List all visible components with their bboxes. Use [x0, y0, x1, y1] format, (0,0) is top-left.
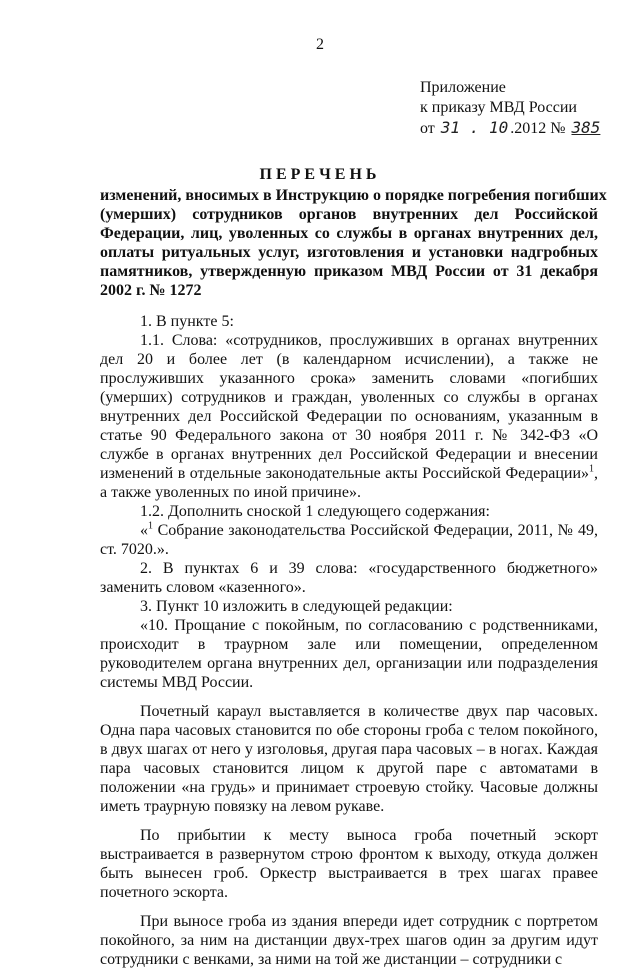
paragraph-1-1-text: 1.1. Слова: «сотрудников, прослуживших в органах внутренних дел 20 и более лет (в календарном исчислении), а также не прослуживших указанного срока» заменить словами «погибших (умерших) сотрудников и граждан, уволенных со службы в органах внутренних дел Российской Федерации по основаниям, указанным в статье 90 Федерального закона от 30 ноября 2011 г. № 342-ФЗ «О службе в органах внутренних дел Российской Федерации и внесении изменений в отдельные законодательные акты Российской Федерации» — [100, 332, 598, 482]
subtitle-line: 2002 г. № 1272 — [100, 282, 202, 299]
paragraph-3-quote-2: Почетный караул выставляется в количестве двух пар часовых. Одна пара часовых становится по обе стороны гроба с телом покойного, в двух шагах от него у изголовья, другая пара часовых – в ногах. Каждая пара часовых становится лицом к другой паре с автоматами в положении «на грудь» и принимает строевую стойку. Часовые должны иметь траурную повязку на левом рукаве. — [100, 703, 598, 815]
paragraph-1: 1. В пункте 5: — [140, 313, 234, 330]
handwritten-number: 385 — [571, 118, 601, 137]
subtitle-line: оплаты ритуальных услуг, изготовления и установки надгробных — [100, 244, 598, 261]
paragraph-3-quote-3: По прибытии к месту выноса гроба почетный эскорт выстраивается в развернутом строю фронтом к выходу, откуда должен быть вынесен гроб. Оркестр выстраивается в трех шагах правее почетного эскорта. — [100, 827, 598, 901]
paragraph-3-quote-1: «10. Прощание с покойным, по согласованию с родственниками, происходит в траурном зале или помещении, определенном руководителем органа внутренних дел, организации или подразделения системы МВД России. — [100, 617, 598, 691]
subtitle-line: памятников, утвержденную приказом МВД России от 31 декабря — [100, 263, 598, 280]
paragraph-gap — [100, 902, 598, 912]
subtitle-line: изменений, вносимых в Инструкцию о порядке погребения погибших — [100, 187, 607, 204]
footnote-body: Собрание законодательства Российской Федерации, 2011, № 49, ст. 7020.». — [100, 522, 598, 558]
paragraph-1-1 — [100, 331, 598, 502]
footnote-quote-open: « — [140, 522, 148, 539]
paragraph-gap — [100, 816, 598, 826]
document-body — [100, 312, 598, 969]
footnote-mark: 1 — [148, 520, 153, 532]
paragraph-1-1-tail: , а также уволенных по иной причине». — [100, 465, 598, 501]
handwritten-date: 31 . 10 — [440, 118, 509, 137]
appendix-label: Приложение — [420, 79, 506, 96]
paragraph-gap — [100, 692, 598, 702]
footnote-ref: 1 — [589, 463, 594, 475]
footnote-text — [100, 521, 598, 559]
subtitle-line: (умерших) сотрудников органов внутренних дел Российской — [100, 206, 598, 223]
appendix-date-line — [420, 118, 602, 139]
appendix-header — [420, 78, 602, 139]
page-number: 2 — [316, 36, 324, 53]
number-prefix: № — [550, 120, 566, 137]
appendix-order: к приказу МВД России — [420, 99, 577, 116]
document-subtitle — [100, 186, 607, 300]
date-year: .2012 — [510, 120, 547, 137]
document-title: ПЕРЕЧЕНЬ — [259, 166, 381, 183]
paragraph-2: 2. В пунктах 6 и 39 слова: «государственного бюджетного» заменить словом «казенного». — [100, 560, 598, 596]
paragraph-3-quote-4: При выносе гроба из здания впереди идет сотрудник с портретом покойного, за ним на дистанции двух-трех шагов один за другим идут сотрудники с венками, за ними на той же дистанции – сотрудники с — [100, 913, 598, 968]
subtitle-line: Федерации, лиц, уволенных со службы в органах внутренних дел, — [100, 225, 598, 242]
date-prefix: от — [420, 120, 435, 137]
paragraph-1-2: 1.2. Дополнить сноской 1 следующего содержания: — [140, 503, 490, 520]
paragraph-3: 3. Пункт 10 изложить в следующей редакции: — [140, 598, 453, 615]
